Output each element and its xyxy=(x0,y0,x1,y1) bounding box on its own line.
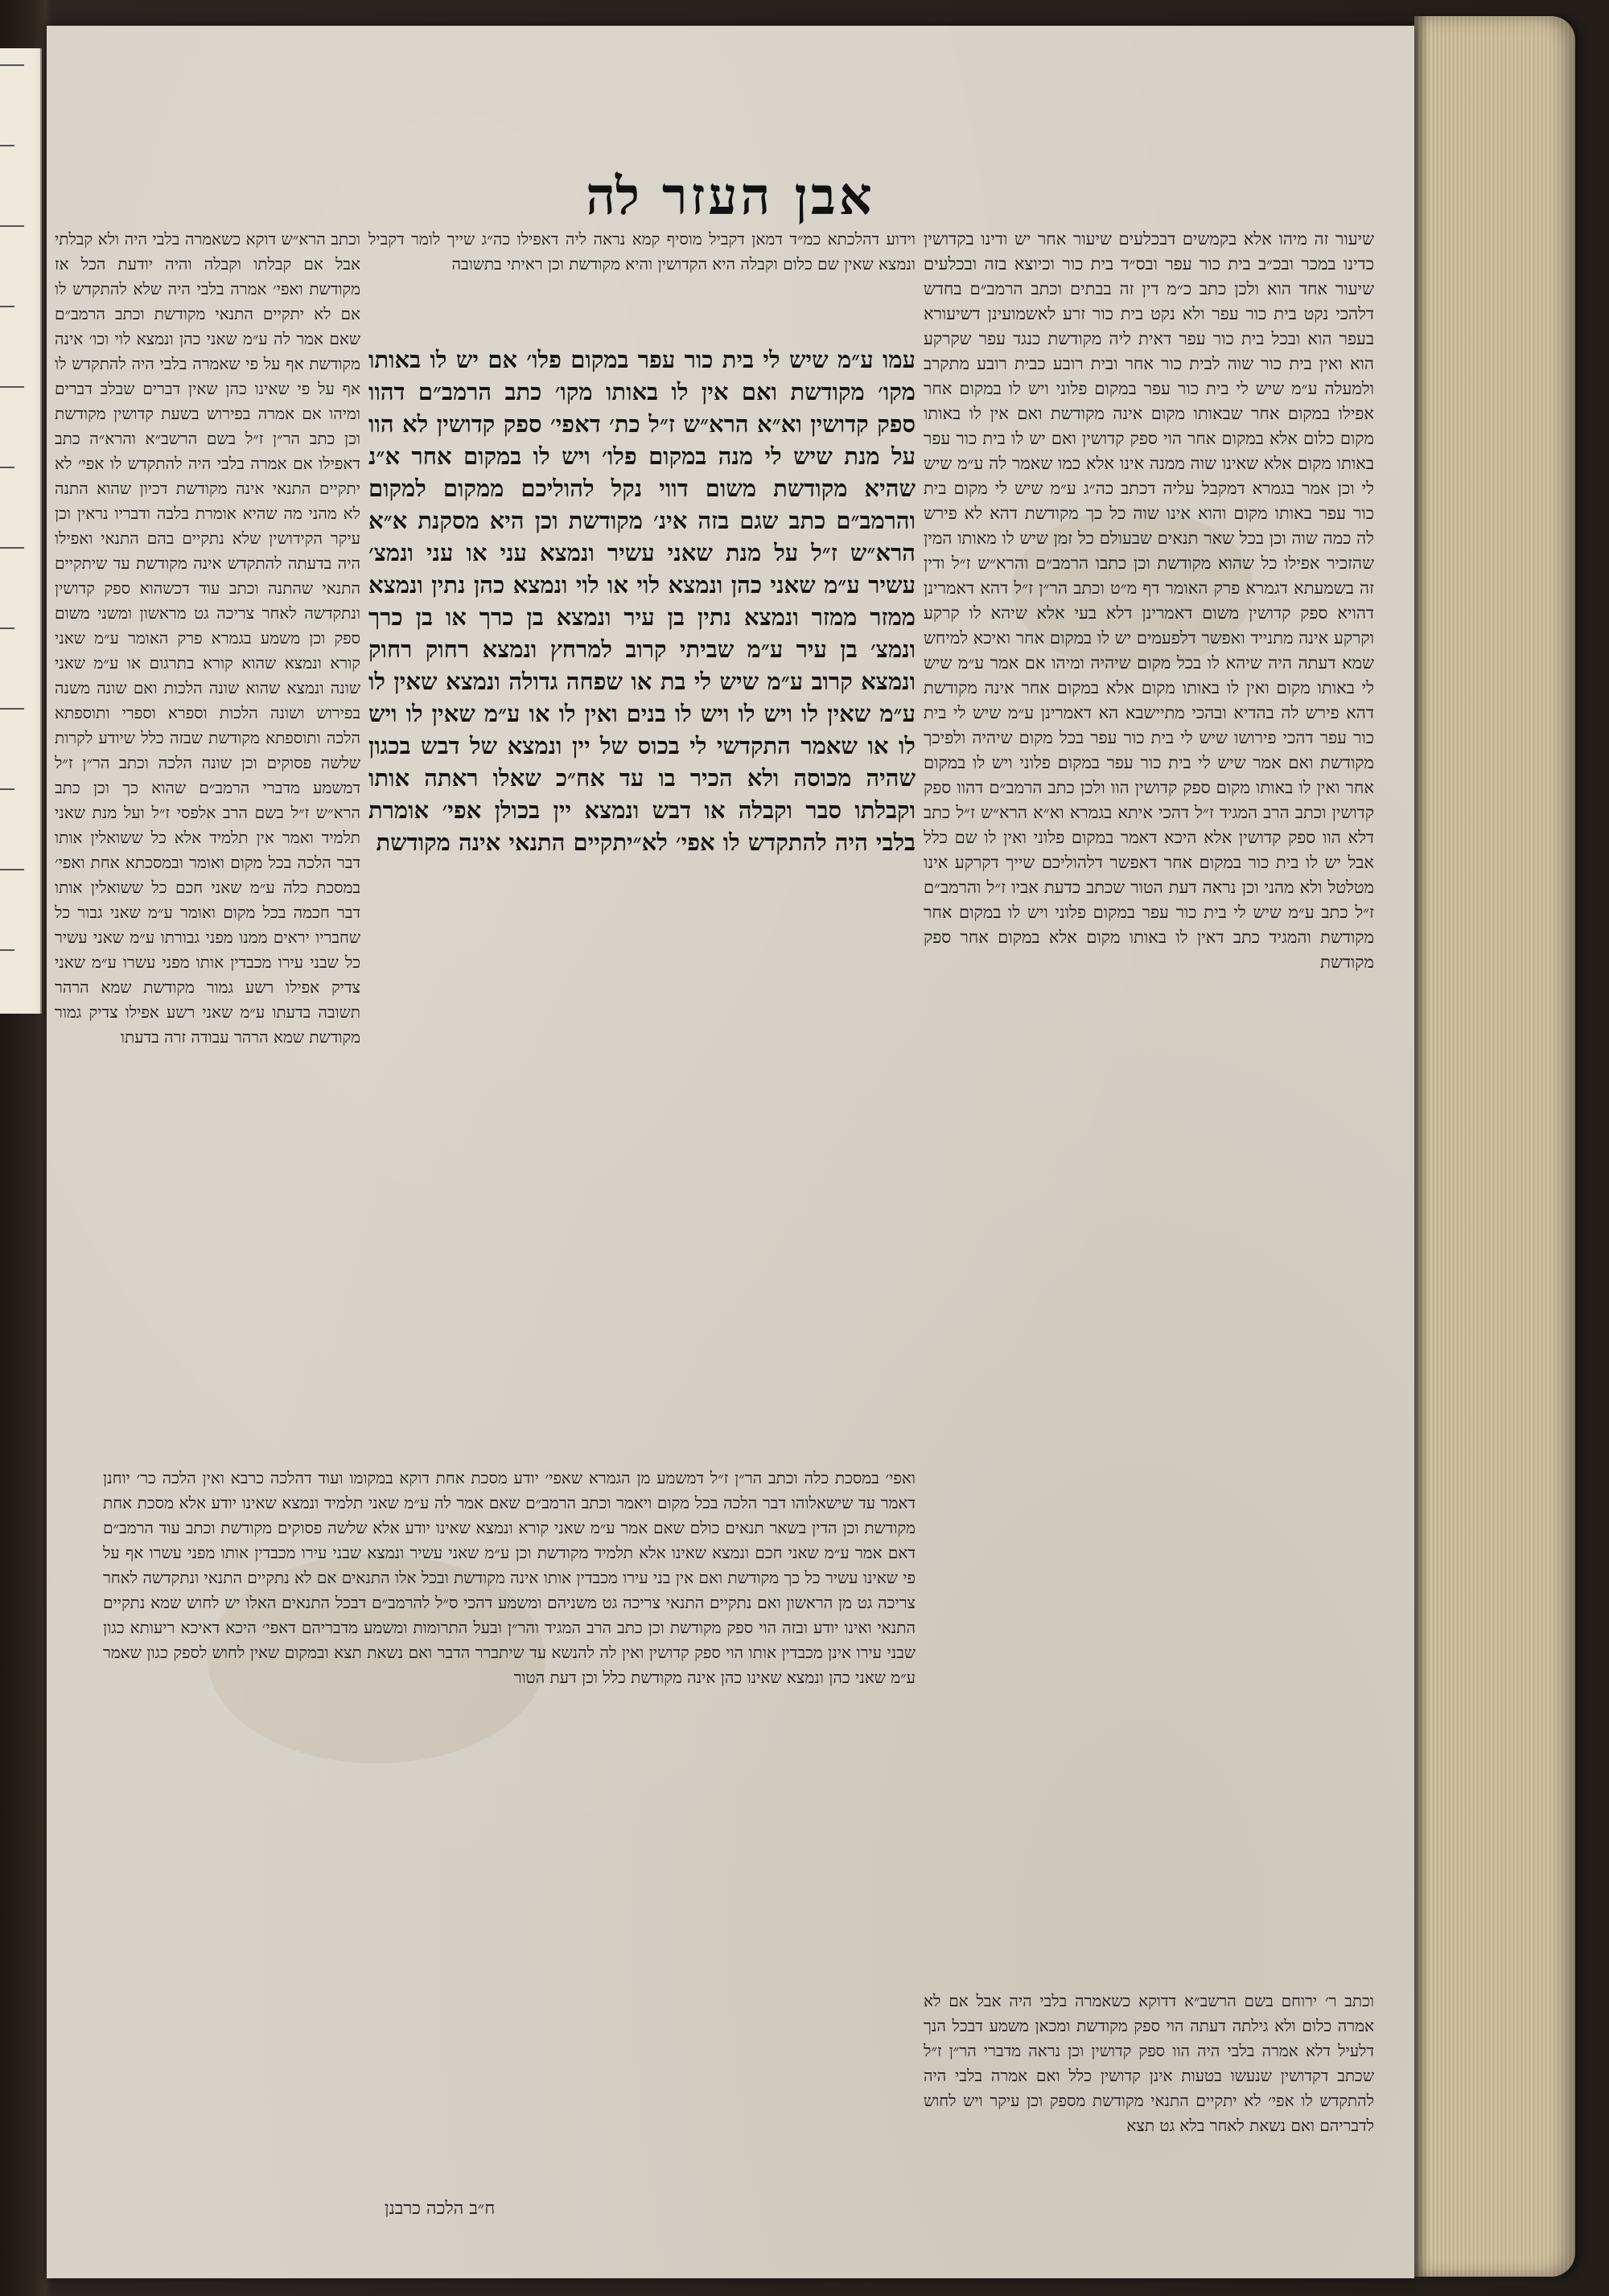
ruler-tick xyxy=(0,869,24,870)
ruler-tick xyxy=(0,386,24,388)
page-number: לה xyxy=(586,167,640,227)
page-gutter-shadow xyxy=(1414,16,1429,2277)
main-text-column: עמו ע״מ שיש לי בית כור עפר במקום פלו׳ אם יש לו באותו מקו׳ מקודשת ואם אין לו באותו מקו׳ כתב הרמב״ם דהוו ספק קדושין וא״א הרא״ש ז״ל כת׳ דאפי׳ ספק קדושין לא הוו על מנת שיש לי מנה במקום פלו׳ ויש לו במקום אחר א״נ שהיא מקודשת משום דווי נקל להוליכם ממקום למקום והרמב״ם כתב שגם בזה אינ׳ מקודשת וכן היא מסקנת א״א הרא״ש ז״ל על מנת שאני עשיר ונמצא עני או עני ונמצ׳ עשיר ע״מ שאני כהן ונמצא לוי או לוי ונמצא כהן נתין ונמצא ממזר ממזר ונמצא נתין בן עיר ונמצא בן כרך או בן כרך ונמצ׳ בן עיר ע״מ שביתי קרוב למרחץ ונמצא רחוק רחוק ונמצא קרוב ע״מ שיש לי בת או שפחה גדולה ונמצא שאין לו ע״מ שאין לו ויש לו ויש לו בנים ואין לו או ע״מ שאין לו ויש לו או שאמר התקדשי לי בכוס של יין ונמצא של דבש בכגון שהיה מכוסה ולא הכיר בו עד אח״כ שאלו ראתה אותו וקבלתו סבר וקבלה או דבש ונמצא יין בכולן אפי׳ אומרת בלבי היה להתקדש לו אפי׳ לא״יתקיים התנאי אינה מקודשת xyxy=(368,346,916,856)
ruler-tick xyxy=(0,788,14,790)
book-page-edges xyxy=(1414,16,1575,2277)
ruler-tick xyxy=(0,225,24,227)
bottom-right-commentary-block: וכתב ר׳ ירוחם בשם הרשב״א דדוקא כשאמרה בלבי היה אבל אם לא אמרה כלום ולא גילתה דעתה הוי ספק מקודשת ומכאן משמע דבכל הנך דלעיל דלא אמרה בלבי היה הוו ספק קדושין וכן נראה מדברי הר״ן ז״ל שכתב דקדושין שנעשו בטעות אינן קדושין כלל ואם אמרה בלבי היה להתקדש לו אפי׳ לא יתקיים התנאי מקודשת מספק וכן עיקר ויש לחוש לדבריהם ואם נשאת לאחר בלא גט תצא xyxy=(924,1991,1374,2135)
ruler-tick xyxy=(0,708,24,710)
scale-ruler xyxy=(0,48,42,1014)
catchword: ח״ב הלכה כרבנן xyxy=(385,2199,496,2219)
ruler-tick xyxy=(0,547,24,549)
book-page xyxy=(47,26,1414,2278)
right-commentary-column: שיעור זה מיהו אלא בקמשים דבכלעים שיעור אחר יש ודינו בקדושין כדינו במכר ובכ״ב בית כור עפר ובס״ד בית כור וכיוצא בזה ובכלעים שיעור אחד הוא ולכן כתב כ״מ דין זה בבתים וכתב הרמב״ם בחדש דלהכי נקט בית כור עפר ולא נקט בית כור זרע לאשמועינן דשיעורא בעפר הוא ובכל בית כור עפר דאית ליה מקודשת כנגד עפר שקרקע הוא ואין בית כור שוה לבית כור אחר ובית רובע כבית רובע מתקרב ולמעלה ע״מ שיש לי בית כור עפר במקום פלוני ויש לו במקום אחר אפילו במקום אחר שבאותו מקום אינה מקודשת ואם אין לו באותו מקום כלום אלא במקום אחר הוי ספק קדושין ואם יש לו בית כור עפר באותו מקום אלא שאינו שוה ממנה אינו אלא כמו שאמר לה ע״מ שיש לי וכן אמר בגמרא דמקבל עליה דכתב כה״ג ע״מ שיש לי מקום בית כור עפר באותו מקום והוא אינו שוה כל כך מקודשת דהא לא פירש לה כמה שוה וכן בכל שאר תנאים שבעולם כל זמן שיש לו מאותו המין שהזכיר אפילו כל שהוא מקודשת וכן כתבו הרמב״ם והרא״ש ז״ל ודין זה בשמעתא דגמרא פרק האומר דף מ״ט וכתב הר״ן ז״ל דהא דאמרינן דהויא ספק קדושין משום דאמרינן דלא בעי אלא שיהא לו קרקע וקרקע אינה מתנייד ואפשר דלפעמים יש לו במקום אחר ואיכא למיחש שמא דעתה היה שיהא לו בכל מקום שיהיה ומיהו אם אמר ע״מ שיש לי באותו מקום ואין לו באותו מקום אלא במקום אחר אינה מקודשת דהא פירש לה בהדיא ובהכי מתיישבא הא דאמרינן ע״מ שיש לי בית כור עפר דהכי פירושו שיש לי בית כור עפר בכל מקום שיהיה ולפיכך מקודשת ואם אמר שיש לי בית כור עפר במקום פלוני ויש לו במקום אחר ואין לו באותו מקום ספק קדושין הוו ולכן כתב הרמב״ם דהוו ספק קדושין וכתב הרב המגיד ז״ל דהכי איתא בגמרא וא״א הרא״ש ז״ל כתב דלא הוו ספק קדושין אלא היכא דאמר במקום פלוני ואין לו שם כלל אבל יש לו בית כור במקום אחר דאפשר דלהוליכם שייך דקרקע אינו מטלטל ולא מהני וכן נראה דעת הטור שכתב כדעת אביו ז״ל והרמב״ם ז״ל כתב ע״מ שיש לי בית כור עפר במקום פלוני ויש לו במקום אחר מקודשת והמגיד כתב דאין לו באותו מקום אלא במקום אחר ספק מקודשת xyxy=(924,229,1374,972)
ruler-tick xyxy=(0,306,14,307)
left-commentary-column: וכתב הרא״ש דוקא כשאמרה בלבי היה ולא קבלתי אבל אם קבלתו וקבלה והיה יודעת הכל אז מקודשת ואפי׳ אמרה בלבי היה שלא להתקדש לו אם לא יתקיים התנאי מקודשת וכתב הרמב״ם שאם אמר לה ע״מ שאני כהן ונמצא לוי וכו׳ אינה מקודשת אף על פי שאמרה בלבי היה להתקדש לו אף על פי שאינו כהן שאין דברים שבלב דברים ומיהו אם אמרה בפירוש בשעת קדושין מקודשת וכן כתב הר״ן ז״ל בשם הרשב״א והרא״ה כתב דאפילו אם אמרה בלבי היה להתקדש לו אפי׳ לא יתקיים התנאי אינה מקודשת דכיון שהוא התנה לא מהני מה שהיא אומרת בלבה ודבריו נראין וכן עיקר הקידושין שלא נתקיים בהם התנאי ואפילו היה בדעתה להתקדש אינה מקודשת עד שיתקיים התנאי שהתנה וכתב עוד דכשהוא ספק קדושין ונתקדשה לאחר צריכה גט מראשון ומשני משום ספק וכן משמע בגמרא פרק האומר ע״מ שאני קורא ונמצא שהוא קורא בתרגום או ע״מ שאני שונה ונמצא שהוא שונה הלכות ואם שונה משנה בפירוש ושונה הלכות וספרא וספרי ותוספתא הלכה ותוספתא מקודשת שבזה כלל שיודע לקרות שלשה פסוקים וכן שונה הלכה וכתב הר״ן ז״ל דמשמע מדברי הרמב״ם שהוא כך וכן כתב הרא״ש ז״ל בשם הרב אלפסי ז״ל ועל מנת שאני תלמיד ואמר אין תלמיד אלא כל ששואלין אותו דבר הלכה בכל מקום ואומר ובמסכתא אחת ואפי׳ במסכת כלה ע״מ שאני חכם כל ששואלין אותו דבר חכמה בכל מקום ואומר ע״מ שאני גבור כל שחבריו יראים ממנו מפני גבורתו ע״מ שאני עשיר כל שבני עירו מכבדין אותו מפני עשרו ע״מ שאני צדיק אפילו רשע גמור מקודשת שמא הרהר תשובה בדעתו ע״מ שאני רשע אפילו צדיק גמור מקודשת שמא הרהר עבודה זרה בדעתו xyxy=(55,229,360,1047)
ruler-tick xyxy=(0,949,14,951)
ruler-tick xyxy=(0,627,14,629)
ruler-tick xyxy=(0,64,24,66)
running-title: אבן העזר xyxy=(661,167,875,227)
top-commentary-block: וידוע דהלכתא כמ״ד דמאן דקביל מוסיף קמא נראה ליה דאפילו כה״ג שייך לומר דקביל ונמצא שאין שם כלום וקבלה היא הקדושין והיא מקודשת וכן ראיתי בתשובה xyxy=(368,229,916,274)
page-header xyxy=(47,167,1414,227)
bottom-commentary-block: ואפי׳ במסכת כלה וכתב הר״ן ז״ל דמשמע מן הגמרא שאפי׳ יודע מסכת אחת דוקא במקומו ועוד דהלכה כרבא ואין הלכה כר׳ יוחנן דאמר עד שישאלוהו דבר הלכה בכל מקום ויאמר וכתב הרמב״ם שאם אמר לה ע״מ שאני תלמיד ונמצא שאינו יודע אלא מסכת אחת מקודשת וכן הדין בשאר תנאים כולם שאם אמר ע״מ שאני קורא ונמצא שאינו יודע אלא שלשה פסוקים מקודשת וכתב עוד הרמב״ם דאם אמר ע״מ שאני חכם ונמצא שאינו אלא תלמיד מקודשת וכן ע״מ שאני עשיר ונמצא שבני עירו מכבדין אותו מפני עשרו אף על פי שאינו עשיר כל כך מקודשת ואם אין בני עירו מכבדין אותו אינה מקודשת ובכל אלו התנאים אם לא נתקיים התנאי ונתקדשה לאחר צריכה גט מן הראשון ואם נתקיים התנאי צריכה גט משניהם ומשמע דהכי ס״ל להרמב״ם דבכל התנאים האלו יש לחוש שמא נתקיים התנאי ואינו יודע ובזה הוי ספק מקודשת וכן כתב הרב המגיד והר״ן ובעל התרומות ומשמע מדבריהם דאפי׳ היכא דאיכא ריעותא כגון שבני עירו אינן מכבדין אותו הוי ספק קדושין ואין לה להנשא עד שיתברר הדבר ואם נשאת תצא ובמקום שאין לחוש לספק כגון שאמר ע״מ שאני כהן ונמצא שאינו כהן אינה מקודשת כלל וכן דעת הטור xyxy=(103,1468,916,1687)
ruler-tick xyxy=(0,145,14,146)
ruler-tick xyxy=(0,467,14,468)
